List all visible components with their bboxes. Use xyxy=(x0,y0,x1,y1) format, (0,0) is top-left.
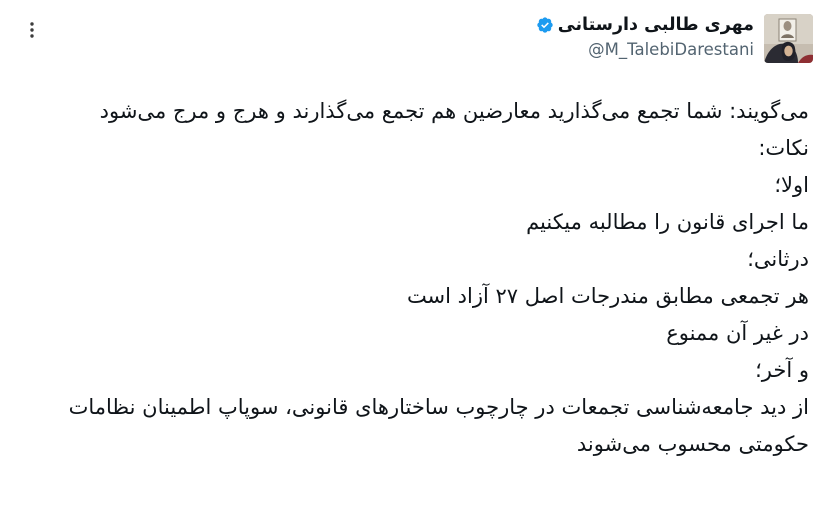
tweet-text-line: از دید جامعه‌شناسی تجمعات در چارچوب ساختارهای قانونی، سوپاپ اطمینان نظامات حکومتی محسوب می‌شوند xyxy=(68,395,809,456)
author-identity[interactable] xyxy=(536,14,813,63)
tweet-header xyxy=(18,14,813,63)
tweet-text-line: درثانی؛ xyxy=(747,247,809,271)
verified-badge-icon xyxy=(536,16,554,34)
author-display-name: مهری طالبی دارستانی xyxy=(557,15,754,35)
tweet-text-line: و آخر؛ xyxy=(755,358,809,382)
tweet-text-line: در غیر آن ممنوع xyxy=(666,321,809,345)
display-name-line xyxy=(536,14,754,36)
tweet-text-line: نکات: xyxy=(758,136,809,160)
tweet-text-line: اولا؛ xyxy=(774,173,809,197)
more-vertical-icon xyxy=(22,20,42,40)
author-names xyxy=(536,14,754,61)
tweet-text-line: می‌گویند: شما تجمع می‌گذارید معارضین هم تجمع می‌گذارند و هرج و مرج می‌شود xyxy=(99,99,809,123)
profile-photo-icon xyxy=(764,14,813,63)
more-options-button[interactable] xyxy=(18,16,46,44)
tweet-text-line: هر تجمعی مطابق مندرجات اصل ۲۷ آزاد است xyxy=(406,284,809,308)
tweet-text-line: ما اجرای قانون را مطالبه میکنیم xyxy=(526,210,809,234)
tweet-text xyxy=(18,93,813,463)
author-handle: @M_TalebiDarestani xyxy=(588,40,754,59)
avatar[interactable] xyxy=(764,14,813,63)
